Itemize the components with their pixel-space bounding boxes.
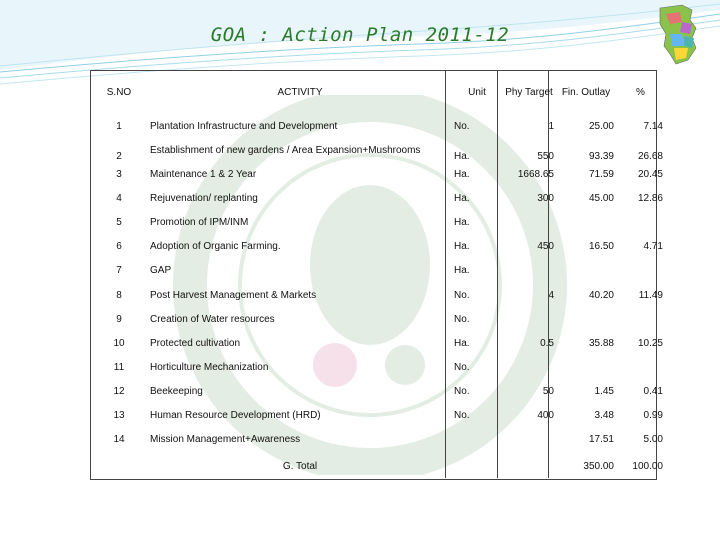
header-phy-target: Phy Target (505, 86, 553, 98)
total-row (90, 452, 665, 480)
row-percent (616, 355, 665, 379)
row-unit: No. (454, 289, 470, 301)
table-row (90, 380, 665, 404)
row-sno: 14 (113, 434, 125, 446)
table-row (90, 307, 665, 331)
row-activity: Post Harvest Management & Markets (150, 289, 317, 301)
row-percent: 0.99 (643, 410, 663, 422)
row-percent: 20.45 (637, 168, 663, 180)
table-row (90, 283, 665, 307)
row-unit: Ha. (454, 192, 470, 204)
total-fin-outlay: 350.00 (583, 460, 614, 472)
row-percent: 0.41 (643, 386, 663, 398)
row-activity: Plantation Infrastructure and Development (150, 120, 338, 132)
row-sno: 5 (116, 217, 122, 229)
row-phy-target: 0.5 (540, 337, 554, 349)
row-activity: Rejuvenation/ replanting (150, 192, 258, 204)
total-phy-empty (502, 452, 556, 480)
row-unit: No. (454, 361, 470, 373)
row-unit: Ha. (454, 265, 470, 277)
row-fin-outlay: 71.59 (588, 168, 614, 180)
table-row (90, 211, 665, 235)
header-fin-outlay: Fin. Outlay (561, 86, 611, 98)
row-sno: 13 (113, 410, 125, 422)
header-activity: ACTIVITY (277, 86, 323, 98)
total-label: G. Total (282, 460, 318, 472)
row-sno: 4 (116, 192, 122, 204)
row-fin-outlay: 3.48 (594, 410, 614, 422)
row-phy-target: 50 (542, 386, 554, 398)
table-row (90, 114, 665, 138)
row-percent (616, 211, 665, 235)
row-percent: 7.14 (643, 120, 663, 132)
row-phy-target (502, 355, 556, 379)
row-fin-outlay: 17.51 (588, 434, 614, 446)
row-sno: 8 (116, 289, 122, 301)
row-fin-outlay (556, 259, 616, 283)
table-row (90, 235, 665, 259)
row-activity: Promotion of IPM/INM (150, 217, 249, 229)
row-phy-target: 400 (537, 410, 554, 422)
row-sno: 6 (116, 241, 122, 253)
row-activity: Adoption of Organic Farming. (150, 241, 281, 253)
row-phy-target: 1 (548, 120, 554, 132)
table-row (90, 428, 665, 452)
row-fin-outlay: 1.45 (594, 386, 614, 398)
row-phy-target (502, 259, 556, 283)
row-percent: 11.49 (638, 289, 663, 301)
table-row (90, 138, 665, 162)
page-title: GOA : Action Plan 2011-12 (210, 24, 510, 46)
row-activity: Beekeeping (150, 386, 203, 398)
goa-map-icon (652, 2, 718, 68)
row-sno: 7 (116, 265, 122, 277)
row-activity: GAP (150, 265, 172, 277)
row-percent: 4.71 (643, 241, 663, 253)
row-activity: Maintenance 1 & 2 Year (150, 168, 257, 180)
row-unit: No. (454, 120, 470, 132)
row-percent (616, 259, 665, 283)
row-sno: 12 (113, 386, 125, 398)
row-phy-target: 4 (548, 289, 554, 301)
row-phy-target (502, 211, 556, 235)
header-unit: Unit (468, 86, 486, 98)
row-unit: Ha. (454, 151, 470, 163)
row-unit (452, 428, 502, 452)
row-fin-outlay: 25.00 (588, 120, 614, 132)
row-percent: 5.00 (643, 434, 663, 446)
row-sno: 9 (116, 313, 122, 325)
total-unit-empty (452, 452, 502, 480)
table-row (90, 404, 665, 428)
row-sno: 2 (116, 151, 122, 163)
action-plan-table (90, 70, 665, 480)
table-row (90, 162, 665, 186)
row-phy-target (502, 307, 556, 331)
table-row (90, 259, 665, 283)
total-percent: 100.00 (632, 460, 663, 472)
row-activity: Human Resource Development (HRD) (150, 410, 321, 422)
row-fin-outlay (556, 355, 616, 379)
row-unit: No. (454, 313, 470, 325)
row-fin-outlay (556, 307, 616, 331)
row-unit: Ha. (454, 241, 470, 253)
row-unit: Ha. (454, 217, 470, 229)
total-sno-empty (90, 452, 148, 480)
row-unit: Ha. (454, 337, 470, 349)
row-unit: No. (454, 410, 470, 422)
row-activity: Horticulture Mechanization (150, 361, 269, 373)
row-fin-outlay: 16.50 (588, 241, 614, 253)
row-percent: 26.68 (637, 151, 663, 163)
row-sno: 10 (113, 337, 125, 349)
table-row (90, 186, 665, 210)
row-phy-target: 300 (537, 192, 554, 204)
row-percent: 12.86 (637, 192, 663, 204)
row-unit: No. (454, 386, 470, 398)
row-phy-target: 1668.65 (517, 168, 554, 180)
row-fin-outlay: 45.00 (588, 192, 614, 204)
row-percent: 10.25 (637, 337, 663, 349)
row-percent (616, 307, 665, 331)
table-row (90, 355, 665, 379)
row-activity: Mission Management+Awareness (150, 434, 301, 446)
row-fin-outlay: 93.39 (588, 151, 614, 163)
row-activity: Protected cultivation (150, 337, 241, 349)
row-unit: Ha. (454, 168, 470, 180)
row-sno: 3 (116, 168, 122, 180)
row-sno: 1 (116, 120, 122, 132)
row-fin-outlay: 35.88 (588, 337, 614, 349)
table-row (90, 331, 665, 355)
header-percent: % (636, 86, 645, 98)
row-fin-outlay (556, 211, 616, 235)
row-sno: 11 (113, 361, 125, 373)
row-activity: Creation of Water resources (150, 313, 275, 325)
row-phy-target: 450 (537, 241, 554, 253)
header-sno: S.NO (106, 86, 132, 98)
row-phy-target (502, 428, 556, 452)
row-fin-outlay: 40.20 (588, 289, 614, 301)
row-activity: Establishment of new gardens / Area Expansion+Mushrooms (150, 144, 421, 156)
table-header-row (90, 70, 665, 114)
row-phy-target: 550 (537, 151, 554, 163)
